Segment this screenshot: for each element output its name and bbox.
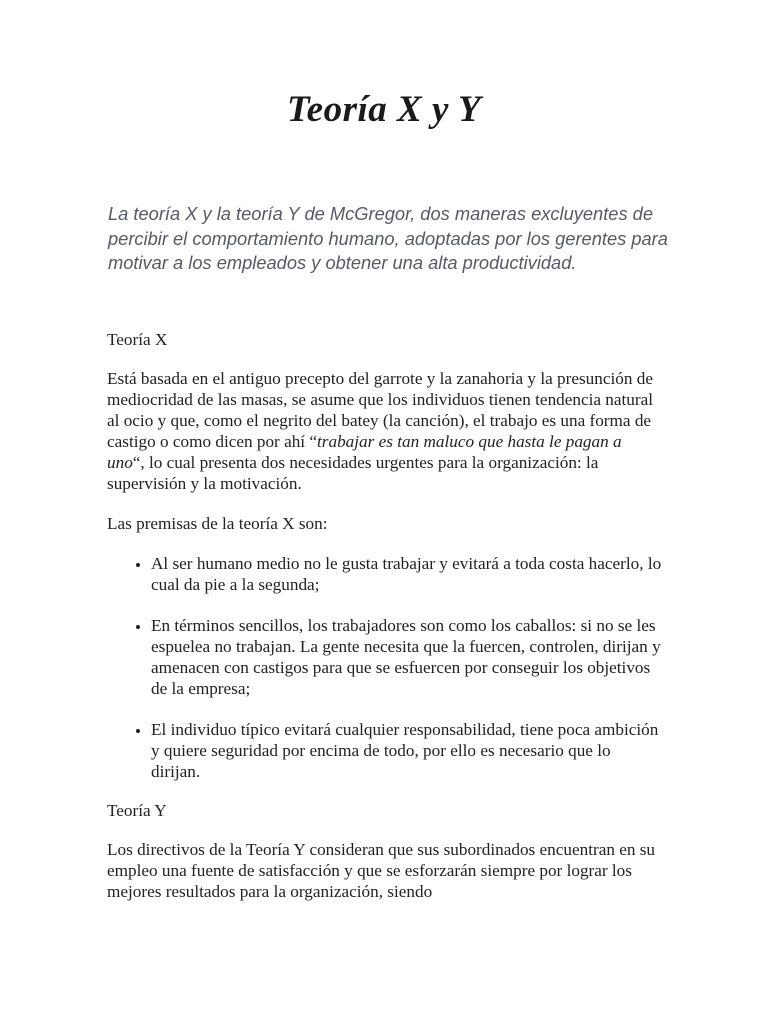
premise-item: • En términos sencillos, los trabajadores son como los caballos: si no se les espuelea no trabajan. La gente necesita que la fuercen, controlen, dirijan y amenacen con castigos para que se esfuercen por conseguir los objetivos de la empresa; bbox=[151, 615, 662, 699]
lead-paragraph: La teoría X y la teoría Y de McGregor, dos maneras excluyentes de percibir el comportamiento humano, adoptadas por los gerentes para motivar a los empleados y obtener una alta productividad. bbox=[108, 203, 668, 273]
document-body bbox=[107, 329, 662, 902]
premise-item: • El individuo típico evitará cualquier responsabilidad, tiene poca ambición y quiere seguridad por encima de todo, por ello es necesario que lo dirijan. bbox=[151, 719, 662, 782]
premises-intro: Las premisas de la teoría X son: bbox=[107, 514, 328, 533]
document-title: Teoría X y Y bbox=[286, 89, 482, 130]
section-heading-x: Teoría X bbox=[107, 330, 168, 349]
section-x-paragraph bbox=[107, 368, 662, 494]
premises-list bbox=[107, 553, 662, 782]
paragraph-text-end: “, lo cual presenta dos necesidades urgentes para la organización: la supervisión y la motivación. bbox=[107, 453, 599, 493]
section-heading-y: Teoría Y bbox=[107, 801, 167, 820]
section-y-paragraph: Los directivos de la Teoría Y consideran que sus subordinados encuentran en su empleo una fuente de satisfacción y que se esforzarán siempre por lograr los mejores resultados para la organización, siendo bbox=[107, 840, 656, 901]
premise-item: • Al ser humano medio no le gusta trabajar y evitará a toda costa hacerlo, lo cual da pie a la segunda; bbox=[151, 553, 662, 595]
paragraph-text-start: Está basada en el antiguo precepto del garrote y la zanahoria y la presunción de mediocridad de las masas, se asume que los individuos tienen tendencia natural al ocio y que, como el negrito del batey (la canción), el trabajo es una forma de castigo o como dicen por ahí “ bbox=[107, 369, 654, 451]
quoted-phrase: trabajar es tan maluco que hasta le pagan a uno bbox=[107, 432, 622, 472]
